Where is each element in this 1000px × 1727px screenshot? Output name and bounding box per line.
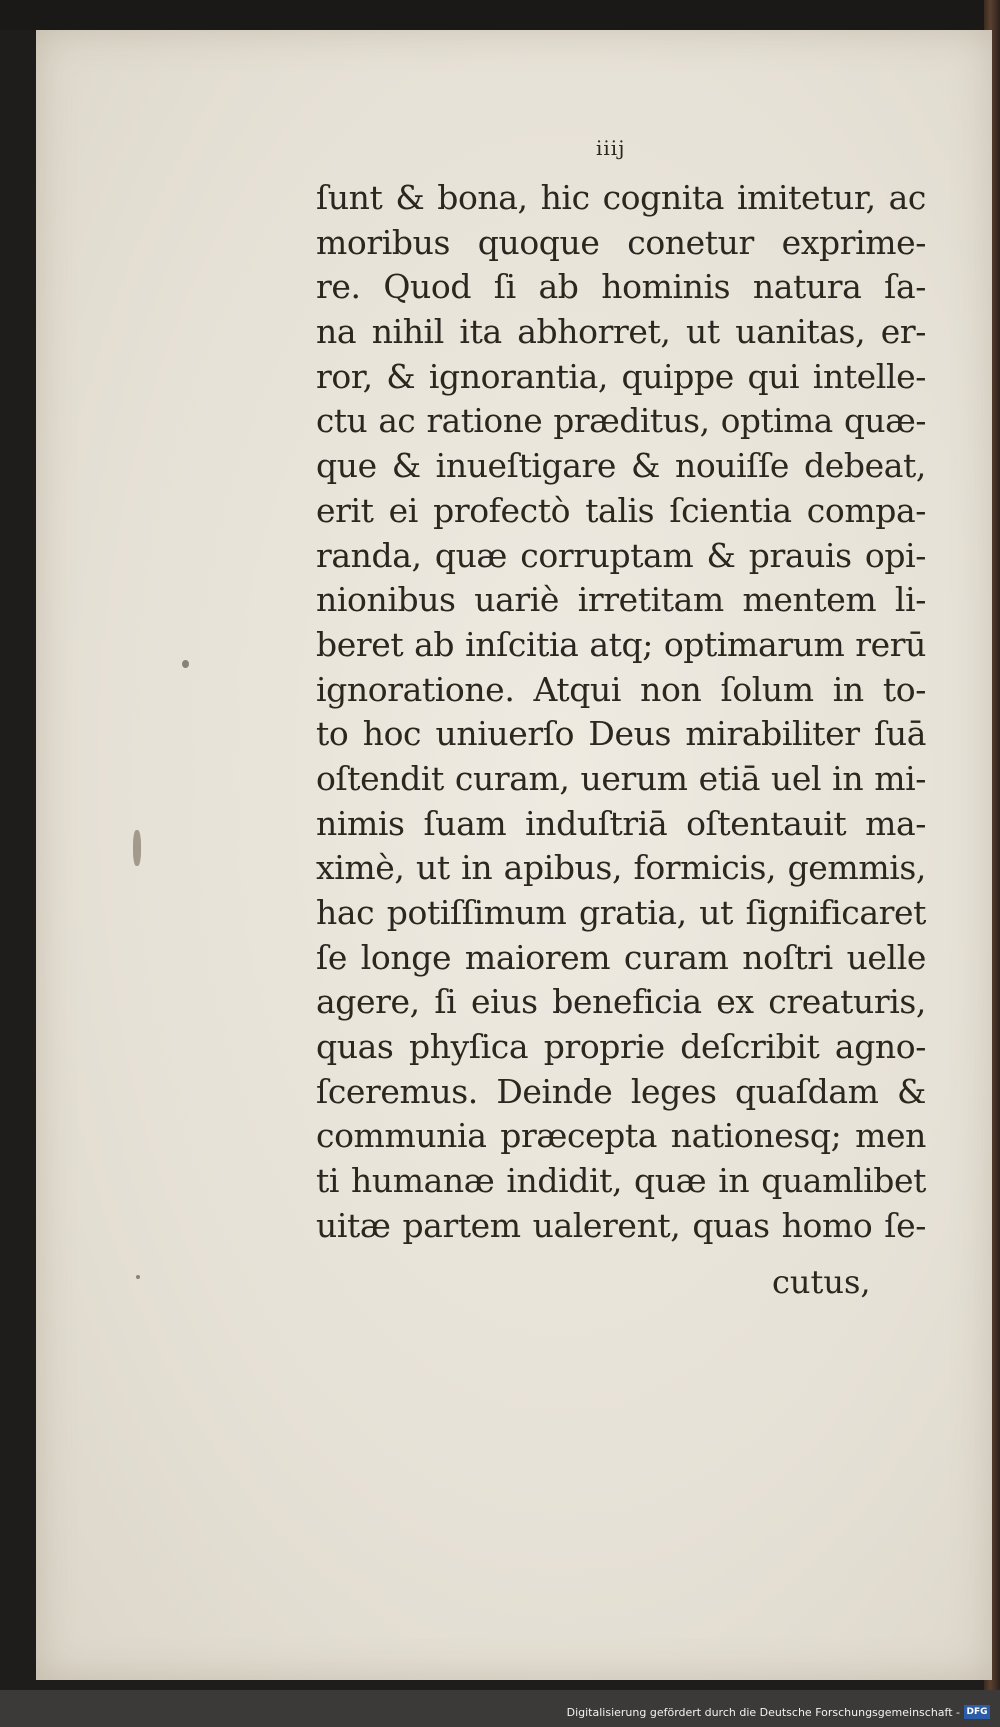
text-line: na nihil ita abhorret, ut uanitas, er- bbox=[316, 312, 926, 352]
text-line: moribus quoque conetur exprime- bbox=[316, 222, 926, 262]
paper-speck bbox=[136, 1275, 140, 1279]
text-line: ſunt & bona, hic cognita imitetur, ac bbox=[316, 178, 926, 217]
text-line: hac potiſſimum gratia, ut ſignificaret bbox=[316, 893, 926, 932]
text-line: agere, ſi eius beneficia ex creaturis, bbox=[316, 982, 926, 1022]
catchword: cutus, bbox=[772, 1263, 871, 1301]
scan-frame-top bbox=[0, 0, 1000, 30]
folio-number: iiij bbox=[596, 136, 626, 160]
text-line: ignoratione. Atqui non ſolum in to- bbox=[316, 669, 926, 709]
funding-credit: Digitalisierung gefördert durch die Deutsche Forschungsgemeinschaft - bbox=[566, 1706, 960, 1719]
text-line: to hoc uniuerſo Deus mirabiliter ſuā bbox=[316, 714, 926, 754]
text-line: erit ei profectò talis ſcientia compa- bbox=[316, 490, 926, 530]
text-line: communia præcepta nationesq; men bbox=[316, 1116, 926, 1156]
text-line: oſtendit curam, uerum etiā uel in mi- bbox=[316, 758, 926, 798]
dfg-logo: DFG bbox=[964, 1705, 990, 1719]
text-line: ctu ac ratione præditus, optima quæ- bbox=[316, 402, 926, 441]
text-line: randa, quæ corruptam & prauis opi- bbox=[316, 535, 926, 575]
text-line: nionibus uariè irretitam mentem li- bbox=[316, 580, 926, 620]
paper-speck bbox=[133, 830, 141, 866]
text-line: beret ab inſcitia atq; optimarum rerū bbox=[316, 624, 926, 664]
text-line: nimis ſuam induſtriā oſtentauit ma- bbox=[316, 803, 926, 843]
text-line: ſe longe maiorem curam noſtri uelle bbox=[316, 937, 926, 977]
text-line: re. Quod ſi ab hominis natura ſa- bbox=[316, 267, 926, 307]
text-line: quas phyſica proprie deſcribit agno- bbox=[316, 1027, 926, 1067]
text-line: ti humanæ indidit, quæ in quamlibet bbox=[316, 1161, 926, 1201]
text-line: uitæ partem ualerent, quas homo ſe- bbox=[316, 1205, 926, 1245]
text-line: ſceremus. Deinde leges quaſdam & bbox=[316, 1071, 926, 1111]
main-text-block bbox=[316, 176, 926, 1249]
text-line: que & inueſtigare & nouiſſe debeat, bbox=[316, 446, 926, 486]
text-line: ror, & ignorantia, quippe qui intelle- bbox=[316, 356, 926, 396]
paper-speck bbox=[182, 660, 189, 668]
text-line: ximè, ut in apibus, formicis, gemmis, bbox=[316, 848, 926, 888]
